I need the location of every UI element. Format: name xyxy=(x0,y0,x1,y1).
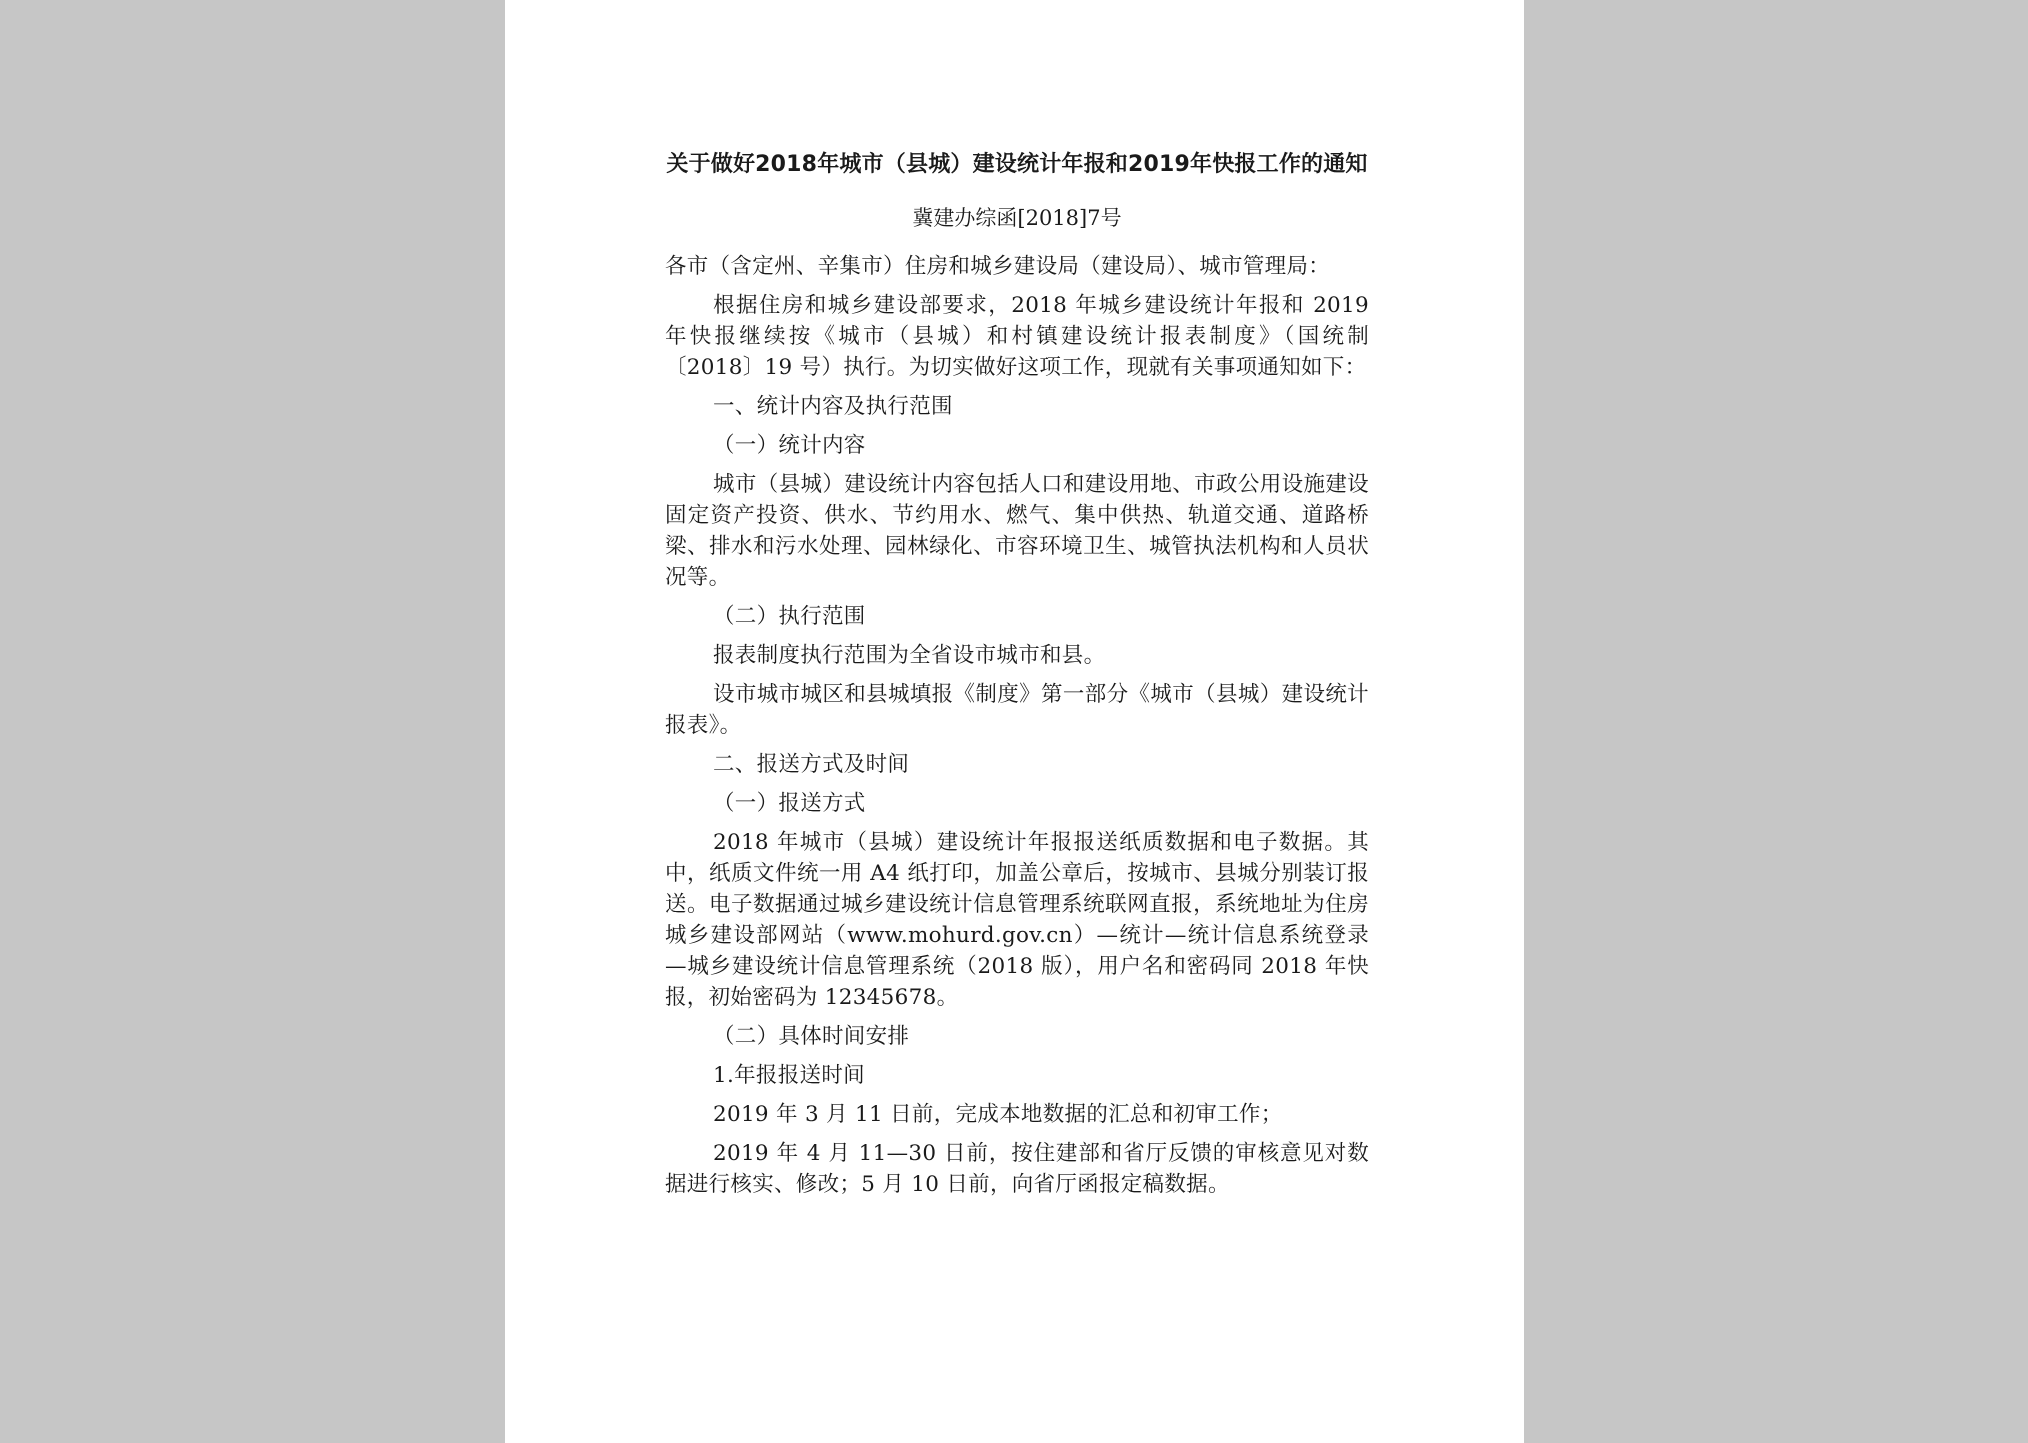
document-body xyxy=(665,148,1369,1208)
item-heading: 1.年报报送时间 xyxy=(713,1063,865,1088)
addressee: 各市（含定州、辛集市）住房和城乡建设局（建设局）、城市管理局： xyxy=(665,254,1331,279)
paragraph: 2018 年城市（县城）建设统计年报报送纸质数据和电子数据。其中，纸质文件统一用 A4 纸打印，加盖公章后，按城市、县城分别装订报送。电子数据通过城乡建设统计信息管理系统联网直报，系统地址为住房城乡建设部网站（www.mohurd.gov.cn）—统计—统计信息系统登录—城乡建设统计信息管理系统（2018 版），用户名和密码同 2018 年快报，初始密码为 12345678。 xyxy=(665,830,1369,1010)
document-title: 关于做好2018年城市（县城）建设统计年报和2019年快报工作的通知 xyxy=(666,152,1368,177)
paragraph: 2019 年 3 月 11 日前，完成本地数据的汇总和初审工作； xyxy=(713,1102,1283,1127)
paragraph: 根据住房和城乡建设部要求，2018 年城乡建设统计年报和 2019 年快报继续按《城市（县城）和村镇建设统计报表制度》（国统制〔2018〕19 号）执行。为切实做好这项工作，现就有关事项通知如下： xyxy=(665,293,1369,380)
paragraph: 城市（县城）建设统计内容包括人口和建设用地、市政公用设施建设固定资产投资、供水、节约用水、燃气、集中供热、轨道交通、道路桥梁、排水和污水处理、园林绿化、市容环境卫生、城管执法机构和人员状况等。 xyxy=(665,472,1369,590)
section-heading: 二、报送方式及时间 xyxy=(713,752,910,777)
subsection-heading: （一）统计内容 xyxy=(713,433,866,458)
document-number: 冀建办综函[2018]7号 xyxy=(912,206,1122,230)
paragraph: 设市城市城区和县城填报《制度》第一部分《城市（县城）建设统计报表》。 xyxy=(665,682,1369,738)
paragraph: 报表制度执行范围为全省设市城市和县。 xyxy=(713,643,1106,668)
section-heading: 一、统计内容及执行范围 xyxy=(713,394,953,419)
paragraph: 2019 年 4 月 11—30 日前，按住建部和省厅反馈的审核意见对数据进行核实、修改；5 月 10 日前，向省厅函报定稿数据。 xyxy=(665,1141,1369,1197)
subsection-heading: （二）执行范围 xyxy=(713,604,866,629)
document-page xyxy=(505,0,1524,1443)
subsection-heading: （二）具体时间安排 xyxy=(713,1024,910,1049)
subsection-heading: （一）报送方式 xyxy=(713,791,866,816)
